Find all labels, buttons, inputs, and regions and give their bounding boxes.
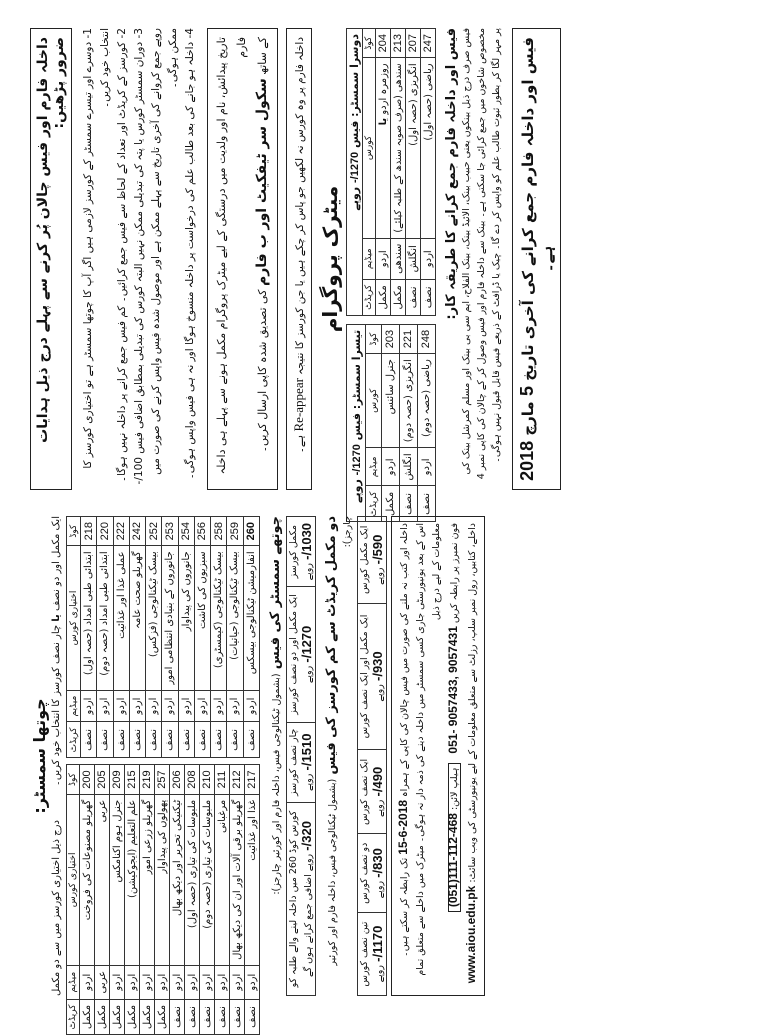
col-medium: میڈیم: [363, 238, 376, 279]
instruction-text: دوران سمسٹر کورس یا پتہ کی تبدیلی ممکن نہیں البتہ کورس کی تبدیلی بمطابق اضافی فیس 100/- روپے جمع کروانے کی آخری تاریخ سے پہلے ممکن ہے اور موصول شدہ فیس واپس کرنے کی صورت میں ممکن ہوگی۔: [133, 28, 179, 485]
table-row: [170, 765, 185, 1035]
table-row: [81, 517, 97, 758]
table-row: [178, 517, 194, 758]
semester-tables: [346, 28, 436, 517]
contact-text: داخلہ اور کتب نہ ملنے کی صورت میں فیس چالان کی کاپی کے ہمراہ: [399, 523, 410, 797]
fee-unit: روپے اضافی جمع کرانے ہوں گے: [303, 853, 314, 977]
credit: نصف: [146, 722, 162, 758]
course: گھریلو مصنوعات کی فروخت: [80, 794, 95, 965]
code: 210: [200, 765, 215, 794]
medium: اردو: [125, 965, 140, 999]
code: 212: [230, 765, 245, 794]
fee-amount: -/830: [370, 848, 385, 878]
credit: مکمل: [376, 279, 391, 315]
fee-cell: [358, 750, 387, 834]
credit: نصف: [245, 999, 260, 1035]
code: 217: [245, 765, 260, 794]
fee-unit: روپے: [303, 563, 314, 581]
col-medium: میڈیم: [366, 448, 382, 486]
instruction-number: 2: [116, 28, 128, 35]
second-semester-header: [347, 29, 363, 316]
fee-cell: [358, 517, 387, 604]
code: 247: [421, 29, 436, 58]
instructions-title-box: [30, 28, 72, 490]
half-instruction: [51, 516, 62, 786]
code: 207: [406, 29, 421, 58]
credit: نصف: [81, 722, 97, 758]
fourth-fee-subtitle: (بشمول ٹیکنالوجی فیس، داخلہ فارم اور کورئیر چارجز):: [271, 673, 282, 895]
documents-note-line1: تاریخ پیدائش، نام اور ولدیت میں درستگی کے لیے میٹرک پروگرام مکمل ہونے سے پہلے ہی داخلہ فارم: [215, 37, 248, 475]
code: 221: [399, 324, 417, 353]
medium: اردو: [421, 238, 436, 279]
credit: نصف: [406, 279, 421, 315]
course: بیسک ٹیکنالوجی (حیاتیات): [227, 546, 243, 690]
website-link[interactable]: www.aiou.edu.pk: [464, 885, 478, 984]
medium: انگلش: [406, 238, 421, 279]
medium: اردو: [227, 690, 243, 722]
instructions-list: [80, 28, 199, 490]
course: گھریلو برقی آلات اور ان کی دیکھ بھال: [230, 794, 245, 965]
code: 206: [170, 765, 185, 794]
instruction-number: 4: [184, 28, 196, 35]
table-row: [245, 765, 260, 1035]
submission-section: [444, 28, 504, 490]
code: 254: [178, 517, 194, 546]
col-medium: میڈیم: [67, 690, 81, 722]
fee-unit: روپے: [374, 799, 385, 818]
deadline-day: 5: [517, 386, 537, 397]
course: سندھی (صرف صوبہ سندھ کے طلبہ کیلئے): [391, 58, 406, 238]
col-course: اختیاری کورس: [67, 794, 80, 965]
fee-label: مکمل کورسز: [288, 525, 299, 579]
helpline-number[interactable]: (051)111-112-468: [446, 813, 460, 908]
table-row: [227, 517, 243, 758]
reappear-suffix: ہے۔: [294, 434, 306, 454]
full-instruction: [51, 820, 62, 996]
code: 259: [227, 517, 243, 546]
instruction-item: 3- دوران سمسٹر کورس یا پتہ کی تبدیلی ممکن نہیں البتہ کورس کی تبدیلی بمطابق اضافی فیس 100/- روپے جمع کروانے کی آخری تاریخ سے پہلے ممکن ہے اور موصول شدہ فیس واپس کرنے کی صورت میں ممکن ہوگی۔: [133, 28, 179, 485]
credit-fee-heading: [324, 516, 354, 996]
table-row: [162, 517, 178, 758]
course: ابتدائی طبی امداد (حصہ دوم): [97, 546, 113, 690]
credit: نصف: [399, 486, 417, 522]
code: 203: [381, 324, 399, 353]
fee-unit: روپے: [374, 880, 385, 899]
contact-text: تک رابطہ کر سکتے ہیں۔: [399, 857, 410, 957]
medium: اردو: [178, 690, 194, 722]
credit: مکمل: [125, 999, 140, 1035]
submission-title: فیس اور داخلہ فارم جمع کرانے کا طریقہ کار:: [444, 28, 459, 320]
medium: اردو: [155, 965, 170, 999]
table-row: [113, 517, 129, 758]
code: 208: [185, 765, 200, 794]
helpline-box: [448, 763, 461, 913]
credit: مکمل: [140, 999, 155, 1035]
course: گھریلو صحت عامہ: [129, 546, 145, 690]
credit: مکمل: [95, 999, 110, 1035]
course: سبزیوں کی کاشت: [194, 546, 210, 690]
second-semester-title: دوسرا سمسٹر:: [348, 34, 361, 117]
course: انگریزی (حصہ دوم): [399, 354, 417, 448]
code: 248: [417, 324, 435, 353]
table-row: [110, 765, 125, 1035]
credit: نصف: [194, 722, 210, 758]
col-code: کوڈ: [67, 517, 81, 546]
medium: عربی: [95, 965, 110, 999]
reappear-note-box: [286, 28, 312, 490]
reappear-text: داخلہ فارم پر وہ کورس نہ لکھیں جو پاس کر چکے ہیں یا جن کورسز کا نتیجہ: [294, 37, 306, 375]
code: 200: [80, 765, 95, 794]
third-semester-title: تیسرا سمسٹر:: [349, 329, 363, 410]
deadline-suffix: ہے۔: [538, 245, 556, 273]
fee-unit: روپے: [349, 479, 363, 503]
fourth-fee-title: چوتھے سمسٹر کی فیس: [268, 516, 283, 670]
instruction-text: دوسرے اور تیسرے سمسٹر کے کورسز لازمی ہیں اگر آپ کا چوتھا سمسٹر ہے تو اختیاری کورسز کا انتخاب خود کریں۔: [82, 28, 111, 469]
credit: مکمل: [110, 999, 125, 1035]
code: 257: [155, 765, 170, 794]
credit: مکمل: [391, 279, 406, 315]
fee-label: چار نصف کورسز: [288, 728, 299, 796]
table-row: [230, 765, 245, 1035]
fee-label: فیس: [349, 413, 363, 441]
credit: نصف: [200, 999, 215, 1035]
medium: اردو: [200, 965, 215, 999]
full-instruction-text: درج ذیل اختیاری کورسز میں سے دو: [51, 820, 62, 969]
credit: نصف: [129, 722, 145, 758]
fee-amount: -/1510: [299, 733, 314, 771]
fee-amount: -/320: [299, 821, 314, 851]
fee-unit: روپے: [348, 186, 361, 211]
code: 205: [95, 765, 110, 794]
course: عربی: [95, 794, 110, 965]
table-row: [194, 517, 210, 758]
code: 215: [125, 765, 140, 794]
course: پھولوں کی پیداوار: [155, 794, 170, 965]
fee-label: فیس: [348, 120, 361, 148]
instructions-title: داخلہ فارم اور فیس چالان پُر کرنے سے پہلے درج ذیل ہدایات ضرور پڑھیں:: [35, 37, 67, 443]
medium: اردو: [230, 965, 245, 999]
submission-line: پر مہر لگا کر بطور ثبوت طالب علم کو واپس کر دے گا۔ چیک یا ڈرافٹ کے ذریعے فیس قابل قبول نہیں ہوگی۔: [491, 28, 502, 463]
medium: اردو: [194, 690, 210, 722]
col-course: کورس: [366, 354, 382, 448]
deadline-prefix: فیس اور داخلہ فارم جمع کرانے کی آخری تاریخ: [519, 37, 537, 381]
credit: نصف: [215, 999, 230, 1035]
course: [376, 58, 391, 238]
documents-note-box: [207, 28, 278, 490]
medium: اردو: [211, 690, 227, 722]
fourth-semester-title: چوتھا سمسٹر:: [30, 698, 49, 814]
fourth-fee-table: [286, 516, 316, 996]
fee-label: دو نصف کورس: [359, 842, 370, 904]
course: ٹیکنیکی تحریر اور دیکھ بھال: [170, 794, 185, 965]
table-row: [243, 517, 259, 758]
medium: اردو: [381, 448, 399, 486]
medium: انگلش: [399, 448, 417, 486]
course: عملی غذا اور غذائیت: [113, 546, 129, 690]
code: 218: [81, 517, 97, 546]
instruction-item: 4- داخلہ ہو جانے کی بعد طالب علم کی درخواست پر داخلہ منسوخ ہوگا اور نہ ہی فیس واپس ہوگی۔: [184, 28, 196, 480]
course: گھریلو زرعی امور: [140, 794, 155, 965]
third-semester-fee: -/1270: [350, 444, 363, 476]
credit: نصف: [185, 999, 200, 1035]
helpline-label: ہیلپ لائن:: [449, 767, 460, 811]
course: مرغبانی: [215, 794, 230, 965]
contact-line3: [445, 523, 463, 989]
medium: اردو: [110, 965, 125, 999]
medium: اردو: [113, 690, 129, 722]
col-course: اختیاری کورس: [67, 546, 81, 690]
fee-amount: -/1170: [370, 925, 385, 962]
medium: اردو: [81, 690, 97, 722]
credit: نصف: [113, 722, 129, 758]
second-semester-table: [346, 28, 436, 316]
code: 213: [391, 29, 406, 58]
fee-amount: -/1030: [299, 522, 314, 560]
medium: اردو: [245, 965, 260, 999]
credit: نصف: [227, 722, 243, 758]
note-bold: سکول سر ٹیفکیٹ اور ب فارم: [254, 78, 270, 287]
credit: نصف: [230, 999, 245, 1035]
documents-note-line2: [252, 37, 273, 481]
fee-cell: [287, 517, 316, 587]
fee-cell: [358, 913, 387, 996]
right-half: [30, 28, 740, 517]
table-row: [97, 517, 113, 758]
instruction-text: کورسز کے کریڈٹ اور تعداد کے لحاظ سے فیس جمع کرائیں۔ کم فیس جمع کرانے پر داخلہ نہیں ہوگا۔: [116, 41, 128, 483]
phone-numbers[interactable]: 051- 9057433, 9057431: [446, 626, 460, 754]
instruction-a: ایک مکمل اور دو نصف: [51, 516, 62, 611]
fee-amount: -/590: [370, 534, 385, 565]
col-credit: کریڈٹ: [363, 279, 376, 315]
col-code: کوڈ: [363, 29, 376, 58]
credit: نصف: [162, 722, 178, 758]
course: جانوروں کی پیداوار: [178, 546, 194, 690]
table-row: [200, 765, 215, 1035]
code: 252: [146, 517, 162, 546]
table-row: [406, 29, 421, 316]
credit: نصف: [243, 722, 259, 758]
instruction-b: چار نصف کورسز کا انتخاب خود کریں۔: [51, 624, 62, 787]
fee-cell: [287, 722, 316, 803]
course-name: روزمرہ اردو: [377, 63, 389, 115]
submission-line: فیس صرف درج ذیل بینکوں یعنی حبیب بینک، الائیڈ بینک، بینک الفلاح، ایم سی بی بینک اور مسلم کمرشل بینک کی مخصوص شاخوں میں جمع کرائی جا سکتی ہے۔ بینک سے داخلہ فارم اور فیس وصول کر کے چالان کی کاپی نمبر 4: [461, 28, 487, 480]
col-code: کوڈ: [67, 765, 80, 794]
fee-label: تین نصف کورس: [359, 921, 370, 987]
or-label: یا: [377, 117, 389, 126]
fee-label: ایک مکمل اور ایک نصف کورس: [359, 614, 370, 739]
table-row: [215, 765, 230, 1035]
instruction-number: 3: [133, 28, 145, 35]
col-credit: کریڈٹ: [67, 999, 80, 1035]
col-credit: کریڈٹ: [366, 486, 382, 522]
credit-fee-subtitle: (بشمول ٹیکنالوجی فیس، داخلہ فارم اور کورئیر چارجز):: [327, 516, 353, 966]
contact-box: [391, 516, 485, 996]
credit-fee-table: [357, 516, 387, 996]
reappear-term: Re-appear: [291, 378, 306, 432]
medium: اردو: [170, 965, 185, 999]
fee-amount: -/490: [370, 766, 385, 797]
medium: اردو: [215, 965, 230, 999]
contact-line4: [463, 523, 481, 989]
table-row: [211, 517, 227, 758]
fourth-semester-tables: [66, 516, 260, 1030]
medium: اردو: [140, 965, 155, 999]
second-semester-fee: -/1270: [349, 151, 361, 184]
medium: اردو: [97, 690, 113, 722]
third-semester-table: [346, 324, 436, 523]
fee-cell: [287, 803, 316, 996]
fee-unit: روپے: [374, 567, 385, 585]
program-title: میٹرک پروگرام: [318, 185, 342, 333]
instruction-text: داخلہ ہو جانے کی بعد طالب علم کی درخواست پر داخلہ منسوخ ہوگا اور نہ ہی فیس واپس ہوگی۔: [184, 41, 196, 480]
course: بیسک ٹیکنالوجی (فزکس): [146, 546, 162, 690]
fourth-fee-heading: [268, 516, 283, 996]
col-medium: میڈیم: [67, 965, 80, 999]
credit: نصف: [178, 722, 194, 758]
deadline-month: مارچ: [519, 401, 537, 436]
third-semester-header: [347, 324, 366, 522]
medium: اردو: [162, 690, 178, 722]
course: جنرل ہوم اکنامکس: [110, 794, 125, 965]
code: 209: [110, 765, 125, 794]
contact-line2: اس کے بعد یونیورسٹی جاری کسی سمسٹر میں داخلہ دینے کی ذمہ دار نہ ہوگی۔ میٹرک میں داخلے سے متعلق تمام معلومات کے لیے درج ذیل: [415, 523, 442, 976]
table-row: [146, 517, 162, 758]
fee-label: ایک مکمل کورس: [359, 525, 370, 595]
full-word: مکمل: [51, 971, 62, 996]
contact-text: داخلے، کتابیں، رول نمبر سلپ، رزلٹ سے متعلق معلومات کے لیے یونیورسٹی کی ویب سائٹ:: [467, 523, 478, 883]
code: 204: [376, 29, 391, 58]
course: جنرل سائنس: [381, 354, 399, 448]
course: جانوروں کے بنیادی انتظامی امور: [162, 546, 178, 690]
medium: اردو: [146, 690, 162, 722]
code: 256: [194, 517, 210, 546]
medium: اردو: [185, 965, 200, 999]
instruction-number: 1: [82, 28, 94, 35]
instruction-item: 2- کورسز کے کریڈٹ اور تعداد کے لحاظ سے فیس جمع کرائیں۔ کم فیس جمع کرانے پر داخلہ نہیں ہوگا۔: [116, 28, 128, 483]
deadline-box: [512, 28, 561, 490]
course: ملبوسات کی تیاری (حصہ دوم): [200, 794, 215, 965]
fee-cell: [358, 834, 387, 913]
code: 242: [129, 517, 145, 546]
credit: نصف: [417, 486, 435, 522]
credit-fee-title: دو مکمل کریڈٹ سے کم کورسز کی فیس: [324, 516, 339, 775]
fourth-semester-instructions: [51, 516, 62, 996]
medium: اردو: [376, 238, 391, 279]
code: 220: [97, 517, 113, 546]
medium: سندھی: [391, 238, 406, 279]
left-half: [30, 516, 740, 1030]
full-courses-table: [66, 764, 260, 1035]
table-row: [399, 324, 417, 522]
fee-unit: روپے: [374, 965, 385, 983]
table-row: [376, 29, 391, 316]
contact-line1: [395, 523, 413, 989]
fee-unit: روپے: [303, 665, 314, 684]
code: 258: [211, 517, 227, 546]
medium: اردو: [417, 448, 435, 486]
medium: اردو: [129, 690, 145, 722]
table-row: [155, 765, 170, 1035]
contact-text: فون نمبرز پر رابطہ کریں: [449, 523, 460, 624]
half-courses-table: [66, 516, 260, 758]
table-row: [185, 765, 200, 1035]
col-code: کوڈ: [366, 324, 382, 353]
credit: مکمل: [80, 999, 95, 1035]
code: 253: [162, 517, 178, 546]
course: انفارمیشن ٹیکنالوجی بیسکس: [243, 546, 259, 690]
col-credit: کریڈٹ: [67, 722, 81, 758]
table-row: [381, 324, 399, 522]
credit: نصف: [421, 279, 436, 315]
contact-date: 15-6-2018: [396, 799, 410, 855]
fee-unit: روپے: [374, 684, 385, 702]
table-row: [417, 324, 435, 522]
credit: نصف: [211, 722, 227, 758]
note-suffix: کی تصدیق شدہ کاپی ارسال کریں۔: [256, 289, 269, 453]
credit: مکمل: [381, 486, 399, 522]
or-label: یا: [51, 614, 62, 622]
table-row: [391, 29, 406, 316]
table-row: [129, 517, 145, 758]
credit: مکمل: [155, 999, 170, 1035]
table-row: [125, 765, 140, 1035]
course: ابتدائی طبی امداد (حصہ اول): [81, 546, 97, 690]
course: بیسک ٹیکنالوجی (کیمسٹری): [211, 546, 227, 690]
fee-label: ایک نصف کورس: [359, 758, 370, 825]
table-row: [80, 765, 95, 1035]
medium: اردو: [80, 965, 95, 999]
fee-cell: [358, 603, 387, 750]
credit: نصف: [97, 722, 113, 758]
note-prefix: کے ساتھ: [256, 37, 269, 75]
course: ریاضی (حصہ اول): [421, 58, 436, 238]
course: علم التعلیم (ایجوکیشن): [125, 794, 140, 965]
course: انگریزی (حصہ اول): [406, 58, 421, 238]
fee-label: ایک مکمل اور دو نصف کورسز: [288, 594, 299, 715]
instruction-item: 1- دوسرے اور تیسرے سمسٹر کے کورسز لازمی ہیں اگر آپ کا چوتھا سمسٹر ہے تو اختیاری کورسز کا انتخاب خود کریں۔: [82, 28, 111, 469]
col-course: کورس: [363, 58, 376, 238]
credit: نصف: [170, 999, 185, 1035]
code: 211: [215, 765, 230, 794]
course: ریاضی (حصہ دوم): [417, 354, 435, 448]
deadline-year: 2018: [517, 440, 537, 481]
course: غذا اور غذائیت: [245, 794, 260, 965]
table-row: [421, 29, 436, 316]
fee-unit: روپے: [303, 773, 314, 792]
table-row: [95, 765, 110, 1035]
course: ملبوسات کی تیاری (حصہ اول): [185, 794, 200, 965]
code: 219: [140, 765, 155, 794]
code: 260: [243, 517, 259, 546]
table-row: [140, 765, 155, 1035]
fee-cell: [287, 587, 316, 722]
code: 222: [113, 517, 129, 546]
medium: اردو: [243, 690, 259, 722]
fee-label: کورس کوڈ 260 میں داخلہ لینے والے طلبہ کو: [288, 810, 299, 988]
fee-amount: -/1270: [299, 625, 314, 663]
fee-amount: -/930: [370, 651, 385, 681]
